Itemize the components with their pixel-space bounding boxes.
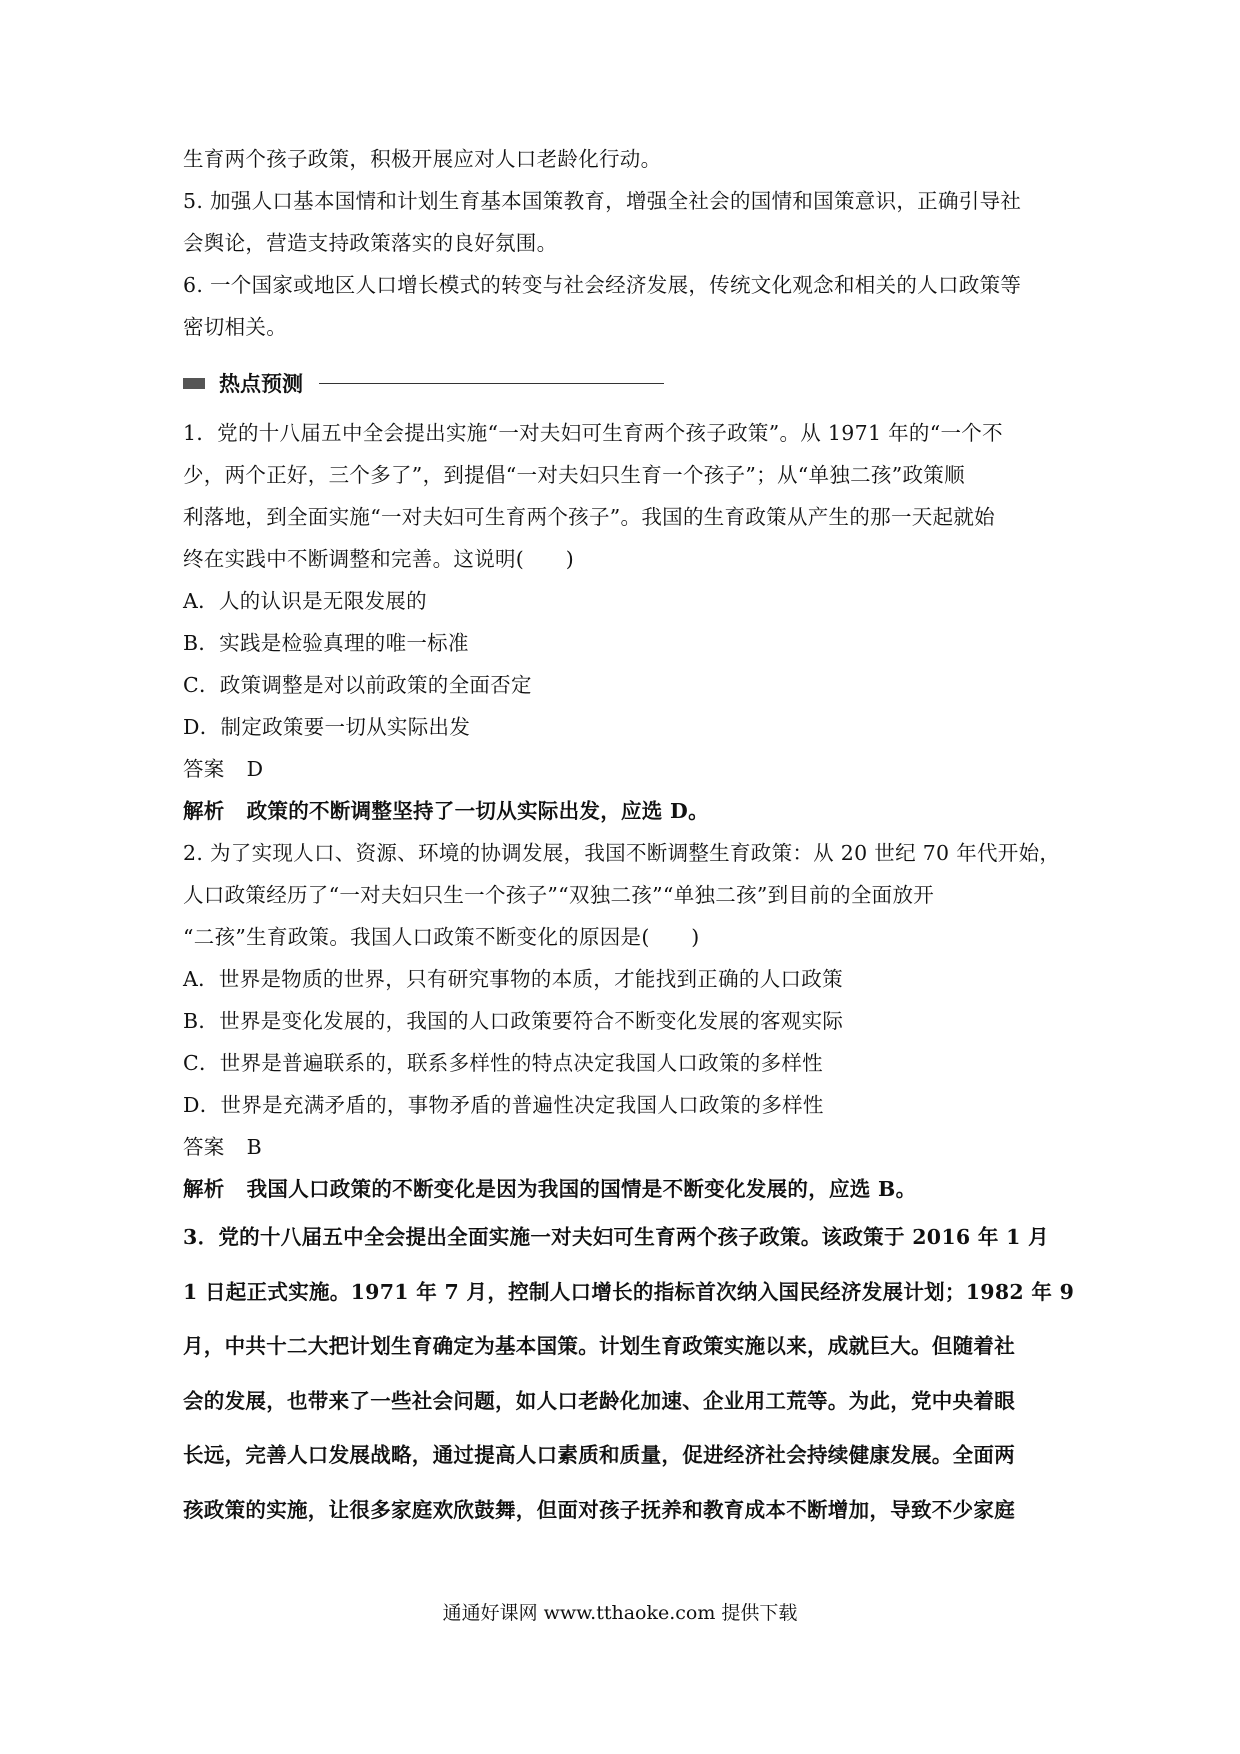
answer-label: 答案 — [183, 757, 225, 781]
analysis-label: 解析 — [183, 1177, 225, 1201]
option-d: D．世界是充满矛盾的，事物矛盾的普遍性决定我国人口政策的多样性 — [183, 1093, 824, 1117]
question-1 — [183, 412, 1063, 832]
paragraph-line: 5. 加强人口基本国情和计划生育基本国策教育，增强全社会的国情和国策意识，正确引导社 — [183, 189, 1022, 213]
analysis-label: 解析 — [183, 799, 225, 823]
question-3 — [183, 1210, 1075, 1537]
option-c: C．世界是普遍联系的，联系多样性的特点决定我国人口政策的多样性 — [183, 1051, 823, 1075]
paragraph-line: 6. 一个国家或地区人口增长模式的转变与社会经济发展，传统文化观念和相关的人口政策等 — [183, 273, 1022, 297]
question-line: “二孩”生育政策。我国人口政策不断变化的原因是( ) — [183, 925, 700, 949]
question-line: 少，两个正好，三个多了”，到提倡“一对夫妇只生育一个孩子”；从“单独二孩”政策顺 — [183, 463, 965, 487]
question-line: 利落地，到全面实施“一对夫妇可生育两个孩子”。我国的生育政策从产生的那一天起就始 — [183, 505, 995, 529]
question-line: 终在实践中不断调整和完善。这说明( ) — [183, 547, 574, 571]
answer-line — [183, 1126, 1063, 1168]
option-a: A．世界是物质的世界，只有研究事物的本质，才能找到正确的人口政策 — [183, 967, 843, 991]
paragraph-line: 密切相关。 — [183, 315, 287, 339]
section-title: 热点预测 — [219, 372, 303, 396]
option-d: D．制定政策要一切从实际出发 — [183, 715, 471, 739]
analysis-line — [183, 1168, 1063, 1210]
question-line: 长远，完善人口发展战略，通过提高人口素质和质量，促进经济社会持续健康发展。全面两 — [183, 1443, 1015, 1467]
section-divider — [319, 383, 664, 384]
question-line: 孩政策的实施，让很多家庭欢欣鼓舞，但面对孩子抚养和教育成本不断增加，导致不少家庭 — [183, 1497, 1015, 1522]
section-marker-icon — [183, 378, 205, 389]
question-2 — [183, 832, 1063, 1210]
page-footer: 通通好课网 www.tthaoke.com 提供下载 — [442, 1602, 798, 1624]
question-line: 2. 为了实现人口、资源、环境的协调发展，我国不断调整生育政策：从 20 世纪 70 年代开始， — [183, 841, 1061, 865]
question-line: 会的发展，也带来了一些社会问题，如人口老龄化加速、企业用工荒等。为此，党中央着眼 — [183, 1388, 1015, 1413]
question-line: 人口政策经历了“一对夫妇只生一个孩子”“双独二孩”“单独二孩”到目前的全面放开 — [183, 883, 935, 907]
option-a: A．人的认识是无限发展的 — [183, 589, 427, 613]
answer-label: 答案 — [183, 1135, 225, 1159]
answer-value: B — [246, 1135, 262, 1159]
paragraph-line: 会舆论，营造支持政策落实的良好氛围。 — [183, 231, 558, 255]
answer-value: D — [246, 757, 264, 781]
section-heading — [183, 362, 1063, 404]
paragraph-line: 生育两个孩子政策，积极开展应对人口老龄化行动。 — [183, 147, 662, 171]
answer-line — [183, 748, 1063, 790]
question-line: 1 日起正式实施。1971 年 7 月，控制人口增长的指标首次纳入国民经济发展计划；1982 年 9 — [183, 1279, 1075, 1304]
document-body — [183, 138, 1075, 1537]
option-b: B．实践是检验真理的唯一标准 — [183, 631, 469, 655]
option-b: B．世界是变化发展的，我国的人口政策要符合不断变化发展的客观实际 — [183, 1009, 844, 1033]
question-line: 月，中共十二大把计划生育确定为基本国策。计划生育政策实施以来，成就巨大。但随着社 — [183, 1334, 1015, 1358]
question-line: 3．党的十八届五中全会提出全面实施一对夫妇可生育两个孩子政策。该政策于 2016 年 1 月 — [183, 1225, 1049, 1249]
question-line: 1．党的十八届五中全会提出实施“一对夫妇可生育两个孩子政策”。从 1971 年的“一个不 — [183, 421, 1003, 445]
option-c: C．政策调整是对以前政策的全面否定 — [183, 673, 532, 697]
analysis-line — [183, 790, 1063, 832]
analysis-text: 我国人口政策的不断变化是因为我国的国情是不断变化发展的，应选 B。 — [246, 1177, 917, 1201]
analysis-text: 政策的不断调整坚持了一切从实际出发，应选 D。 — [246, 799, 709, 823]
